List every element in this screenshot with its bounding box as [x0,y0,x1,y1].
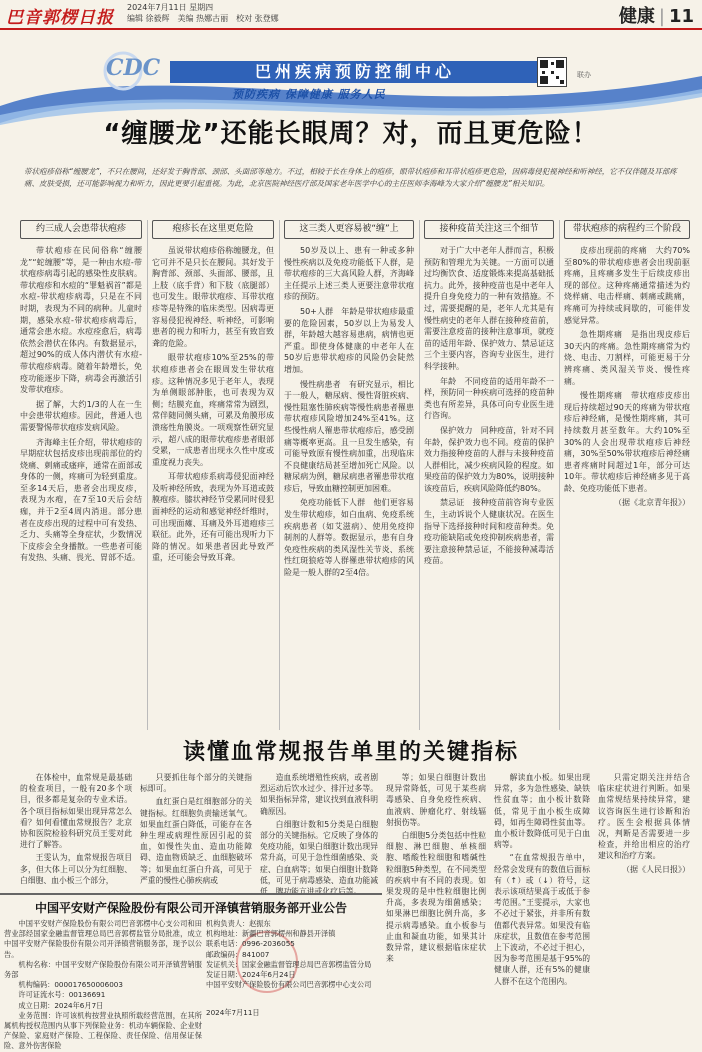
notice-paragraph: 成立日期：2024年6月7日 [18,1000,104,1010]
paragraph: 据了解，大约1/3的人在一生中会患带状疱疹。因此，普通人也需要警惕带状疱疹发病风险。 [20,399,142,432]
notice-paragraph: 中国平安财产保险股份有限公司巴音郭楞中心支公司和田营业部经国家金融监督管理总局巴音郭楞监管分局批准，成立中国平安财产保险股份有限公司开泽镇营销服务部，现予以公告。 [4,919,202,959]
blood-column-2 [140,772,252,890]
notice-signature: 中国平安财产保险股份有限公司巴音郭楞中心支公司 [206,980,372,990]
column-heading: 接种疫苗关注这三个细节 [424,220,554,239]
paragraph: “在血常规报告单中，经常会发现有的数值后面标有（↑）或（↓）符号，这表示该项结果高于或低于参考范围。”王雯提示，大家也不必过于紧张，并非所有数值都代表异常。如果没有临床症状，且数值在参考范围上下波动，不必过于担心，因为参考范围是基于95%的健康人群，还有5%的健康人群不在这个范围内。 [494,853,590,986]
detail-line: 机构地址：新疆巴音郭楞州和静县开泽镇 [206,929,336,939]
paragraph: 只要抓住每个部分的关键指标即可。 [140,773,252,794]
paragraph: 50岁及以上、患有一种或多种慢性疾病以及免疫功能低下人群，是带状疱疹的三大高风险人群，齐海峰主任提示上述三类人更要注意带状疱疹的预防。 [284,246,414,302]
paragraph: 白细胞计数和5分类是白细胞部分的关键指标。它反映了身体的免疫功能，如果白细胞计数出现异常升高，可见于急性细菌感染、炎症、白血病等；如果白细胞计数降低，可见于病毒感染、造血功能减低、脾功能亢进或化疗后等。 [260,819,378,897]
detail-line: 机构负责人：赵振东 [206,919,271,928]
paragraph: 解读血小板。如果出现异常，多为急性感染、缺铁性贫血等；血小板计数降低，常见于血小板生成障碍，如再生障碍性贫血等。血小板计数降低可见于白血病等。 [494,773,590,850]
lead-column-3 [284,220,414,730]
column-divider [147,220,148,730]
notice-paragraph: 机构编码：000017650006003 [18,980,123,990]
column-heading: 疱疹长在这里更危险 [152,220,274,239]
paragraph: 在体检中，血常规是最基础的检查项目，一般有20多个项目，很多都是复杂的专业术语。各个项目指标如果出现异常怎么看？如何看懂血常规报告？北京协和医院检验科研究员王雯对此进行了解答。 [20,773,132,850]
column-divider [419,220,420,730]
newspaper-logo: 巴音郭楞日报 [6,8,114,28]
paragraph: 白细胞5分类包括中性粒细胞、淋巴细胞、单核细胞、嗜酸性粒细胞和嗜碱性粒细胞5种类型，在不同类型的疾病中有不同的表现。如果发现的是中性粒细胞比例升高，多表现为细菌感染；如果淋巴细胞比例升高，多提示病毒感染。血小板参与止血和凝血功能，如果其计数异常，建议根据临床症状来 [386,831,486,964]
detail-line: 邮政编码：841007 [206,949,270,959]
paragraph: 急性期疼痛 是指出现皮疹后30天内的疼痛。急性期疼痛常为灼烧、电击、刀割样，可能更易于分辨疼痛、类风湿关节炎、慢性疼痛。 [564,330,690,386]
column-heading: 这三类人更容易被“缠”上 [284,220,414,239]
lead-column-1 [20,220,142,730]
paragraph: 王雯认为，血常规报告项目多，但大体上可以分为红细胞、白细胞、血小板三个部分， [20,853,132,885]
paragraph: 年龄 不同疫苗的适用年龄不一样，预防同一种疾病可选择的疫苗种类也有所差异，具体可向专业医生进行咨询。 [424,376,554,421]
paragraph: 保护效力 同种疫苗，针对不同年龄，保护效力也不同。疫苗的保护效力指接种疫苗的人群与未接种疫苗人群相比，减少疾病风险的程度。如果疫苗的保护效力为80%，说明接种该疫苗后，疾病风险降低约80%。 [424,425,554,493]
qr-code [537,57,567,87]
blood-column-1 [20,772,132,890]
article-source: （据《人民日报》） [622,864,690,874]
notice-body [4,919,202,1052]
paragraph: 只需定期关注并结合临床症状进行判断。如果血常规结果持续异常，建议咨询医生进行诊断和治疗。医生会根据具体情况，判断是否需要进一步检查，并给出相应的治疗建议和治疗方案。 [598,773,690,861]
detail-line: 联系电话：0996-2036055 [206,939,295,949]
issue-line [127,2,279,24]
lead-column-4 [424,220,554,730]
notice-paragraph: 许可证流水号：00136691 [18,990,106,1000]
column-heading: 带状疱疹的病程约三个阶段 [564,220,690,239]
paragraph: 对于广大中老年人群而言，积极预防和管理尤为关键。一方面可以通过均衡饮食、适度锻炼来提高基础抵抗力。此外，接种疫苗也是中老年人提升自身免疫力的一种有效措施。不过，需要提醒的是，老年人尤其是有慢性病史的老年人群在接种疫苗前，需要注意疫苗的接种注意事项，就疫苗的适用年龄、保护效力、禁忌证这三个主要内容，咨询专业医生，进行科学接种。 [424,246,554,371]
paragraph: 等；如果白细胞计数出现异常降低，可见于某些病毒感染、自身免疫性疾病、血液病、肿瘤化疗、射线辐射损伤等。 [386,773,486,827]
banner-title: 巴州疾病预防控制中心 [170,61,540,83]
page-number: 11 [668,6,694,27]
lead-standfirst: 带状疱疹俗称“缠腰龙”，不只在腰间，还好发于胸背部、颈部、头面部等地方。不过，相较于长在身体上的疱疹，眼带状疱疹和耳带状疱疹更危险，因病毒侵犯视神经和听神经，它不仅伴随及耳部疼痛、皮肤受损，还可能影响视力和听力，因此更要引起重视。为此，北京医院神经医疗部及国家老年医学中心的主任医师李海峰为大家介绍“缠腰龙”相关知识。 [24,167,677,188]
column-divider [559,220,560,730]
blood-column-3 [260,772,378,897]
notice-date: 2024年7月11日 [206,1008,260,1017]
notice-paragraph: 机构名称：中国平安财产保险股份有限公司开泽镇营销服务部 [4,959,202,980]
detail-line: 发证机关：国家金融监督管理总局巴音郭楞监管分局 [206,959,372,969]
blood-column-6 [598,772,690,1022]
blood-test-headline: 读懂血常规报告单里的关键指标 [182,740,519,765]
paragraph: 血红蛋白是红细胞部分的关键指标。红细胞负责输送氧气。如果血红蛋白降低，可能存在各种生理或病理性原因引起的贫血，如慢性失血、造血功能障碍、造血物质缺乏、血细胞破坏等；如果血红蛋白升高，可见于严重的慢性心肺疾病或 [140,797,252,885]
banner-slogan: 预防疾病 保障健康 服务人民 [232,88,386,101]
paragraph: 皮疹出现前的疼痛 大约70%至80%的带状疱疹患者会出现前驱疼痛，且疼痛多发生于后续皮疹出现的部位。这种疼痛通常描述为灼烧样痛、电击样痛、刺痛或跳痛，疼痛可为持续或间歇的，可能伴发感觉异常。 [564,246,690,325]
paragraph: 耳带状疱疹系病毒侵犯面神经及听神经所致，表现为外耳道或鼓膜疱疹。膝状神经节受累同时侵犯面神经的运动和感觉神经纤维时，可出现面瘫、耳痛及外耳道疱疹三联征。此外，还有可能出现听力下降的情况。如果患者因此导致严重，还可能会导致耳聋。 [152,472,274,563]
lead-headline: “缠腰龙”还能长眼周？对，而且更危险！ [103,119,599,149]
column-divider [279,220,280,730]
paragraph: 慢性期疼痛 带状疱疹皮疹出现后持续超过90天的疼痛为带状疱疹后神经痛，是慢性期疼痛，其可持续数月甚至数年。大约10%至30%的人会出现带状疱疹后神经痛，30%至50%带状疱疹后神经痛患者疼痛时间超过1年，部分可达10年。带状疱疹后神经痛多见于高龄、免疫功能低下患者。 [564,391,690,493]
paragraph: 齐海峰主任介绍，带状疱疹的早期症状包括皮疹出现前部位的灼烧痛、刺痛或瘙痒，通常在面部或身体的一侧，疼痛可为轻到重度。至多14天后，患者会出现皮疹，表现为水疱，在7至10天后会结痂，并于2至4周内消退。部分患者在皮疹出现的过程中可有发热、乏力、头痛等全身症状，少数情况下皮疹会全身播散。一些患者可能有发热、头痛、畏光、胃部不适。 [20,437,142,563]
paragraph: 虽说带状疱疹俗称缠腰龙，但它可并不是只长在腰间。其好发于胸背部、颈部、头面部、腰部，且上肢（底手背）和下肢（底腿部）也可发生。眼带状疱疹、耳带状疱疹等是特殊的临床类型。因病毒更容易侵犯视神经、听神经，可影响患者的视力和听力，甚至有致盲致聋的危险。 [152,246,274,348]
lead-column-5 [564,220,690,730]
masthead [0,0,702,30]
paragraph: 眼带状疱疹10%至25%的带状疱疹患者会在眼周发生带状疱疹。这种情况多见于老年人，表现为单侧眼部肿胀，也可表现为双侧；结膜充血，疼痛常常为剧烈，常伴随同侧头痛，可累及角膜形成溃疡性角膜炎。一项观察性研究显示，超八成的眼带状疱疹患者眼部受累，一成患者出现永久性中度或重度视力丧失。 [152,353,274,467]
paragraph: 免疫功能低下人群 他们更容易发生带状疱疹，如白血病、免疫系统疾病患者（如艾滋病）、使用免疫抑制剂的人群等。数据显示，患有自身免疫性疾病的类风湿性关节炎、系统性红斑狼疮等人群罹患带状疱疹的风险是一般人群的2至4倍。 [284,498,414,578]
section-name: 健康 [618,6,655,27]
paragraph: 禁忌证 接种疫苗前咨询专业医生，主动诉说个人健康状况。在医生指导下选择接种时间和疫苗种类。免疫功能缺陷或免疫抑制疾病患者，需要注意接种禁忌证，不能接种减毒活疫苗。 [424,498,554,566]
blood-column-5 [494,772,590,1022]
paragraph: 造血系统增殖性疾病，或者剧烈运动后饮水过少、排汗过多等。如果指标异常，建议找到血液科明确原因。 [260,773,378,816]
paragraph: 50+人群 年龄是带状疱疹最重要的危险因素，50岁以上为易发人群，年龄越大越容易患病，病情也更严重。即使身体健康的中老年人在50岁后患带状疱疹的风险仍会陡然增加。 [284,306,414,374]
editorial-staff: 编辑 徐毅辉 美编 热娜古丽 校对 张登娜 [127,14,279,23]
page-title: 健康 | 11 [618,6,694,27]
notice-title: 中国平安财产保险股份有限公司开泽镇营销服务部开业公告 [34,901,347,915]
column-heading: 约三成人会患带状疱疹 [20,220,142,239]
notice-details [206,919,380,990]
paragraph: 慢性病患者 有研究显示，相比于一般人，糖尿病、慢性肾脏疾病、慢性阻塞性肺疾病等慢性病患者罹患带状疱疹风险增加24%至41%。这些慢性病人罹患带状疱疹后，感受剧痛等概率更高。且一旦发生感染，有可能导致原有慢性病加重，出现临床不良健康结局甚至增加死亡风险。以糖尿病为例，糖尿病患者罹患带状疱疹后，导致血糖控制更加困难。 [284,379,414,493]
blood-column-4 [386,772,486,1022]
business-notice [0,893,382,1051]
issue-date: 2024年7月11日 星期四 [127,3,214,12]
paragraph: 带状疱疹在民间俗称“缠腰龙”“蛇缠腰”等，是一种由水痘-带状疱疹病毒引起的感染性皮肤病。带状疱疹和水痘的“罪魁祸首”都是水痘-带状疱疹病毒，只是在不同时期，表现为不同的病种。儿童时期，感染水痘-带状疱疹病毒后，通常会患水痘。水痘痊愈后，病毒依然会潜伏在体内。有数据显示，超过90%的成人体内潜伏有水痘-带状疱疹病毒。随着年龄增长，免疫功能逐步下降，病毒会再激活引发带状疱疹。 [20,246,142,395]
lead-column-2 [152,220,274,730]
notice-paragraph: 业务范围：许可该机构按营业执照所载经营范围，在其所属机构授权范围内从事下列保险业务：机动车辆保险、企业财产保险、家庭财产保险、工程保险、责任保险、信用保证保险、意外伤害保险 [4,1010,202,1051]
qr-caption: 联办 [577,71,591,79]
detail-line: 发证日期：2024年6月24日 [206,970,296,980]
article-source: （据《北京青年报》） [614,498,690,508]
cdc-logo: CDC [106,55,161,81]
